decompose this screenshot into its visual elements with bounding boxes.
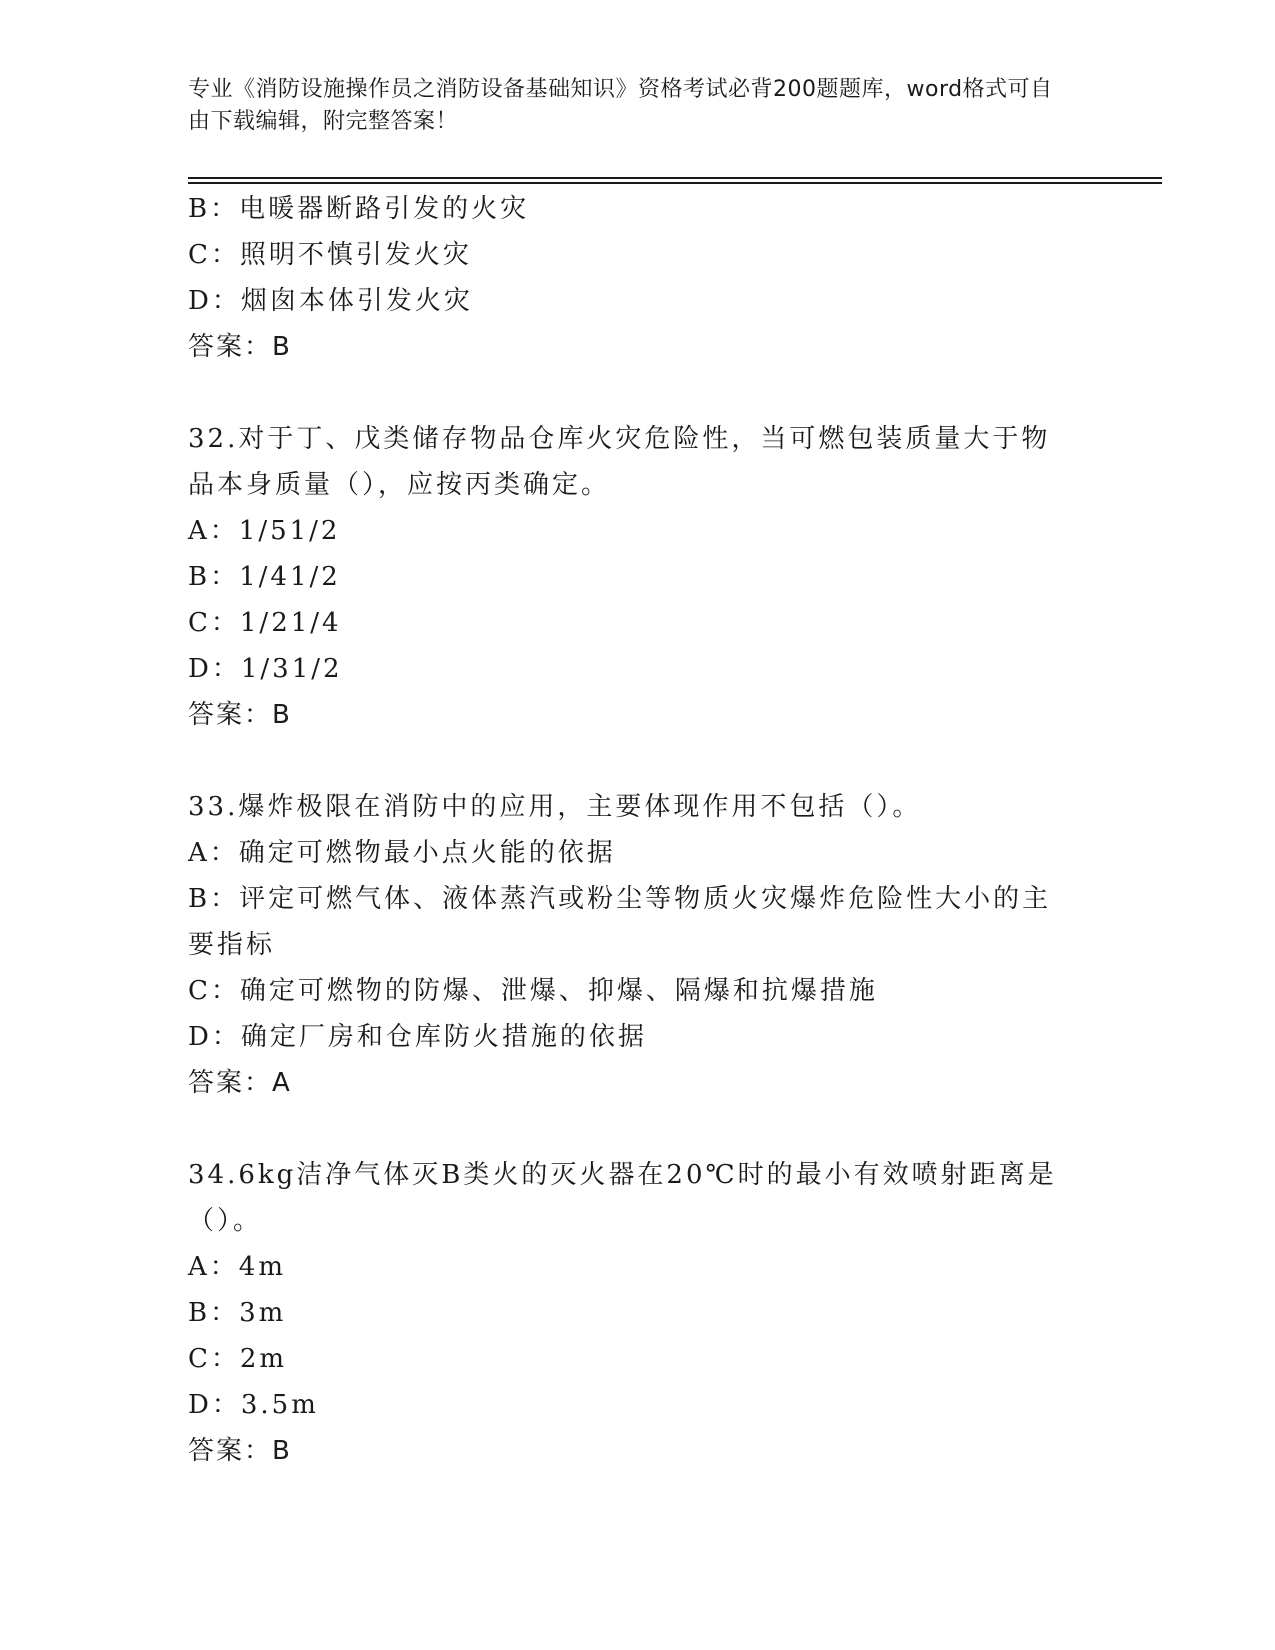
question-text: 34.6kg洁净气体灭B类火的灭火器在20℃时的最小有效喷射距离是（）。	[188, 1160, 1057, 1236]
spacer	[188, 370, 1078, 416]
option-line: A：确定可燃物最小点火能的依据	[188, 838, 616, 868]
question-content	[188, 186, 1078, 1474]
question-block-34	[188, 1152, 1078, 1474]
option-line: C：2m	[188, 1344, 288, 1374]
answer-line: 答案：B	[188, 700, 292, 730]
option-line: B：3m	[188, 1298, 287, 1328]
option-line: B：1/41/2	[188, 562, 341, 592]
header-divider-top	[188, 177, 1162, 179]
question-block-33	[188, 784, 1078, 1106]
option-line: D：确定厂房和仓库防火措施的依据	[188, 1022, 647, 1052]
header-divider-bottom	[188, 182, 1162, 184]
document-header	[188, 74, 1068, 138]
option-line: B：电暖器断路引发的火灾	[188, 194, 530, 224]
answer-line: 答案：B	[188, 332, 292, 362]
answer-line: 答案：B	[188, 1436, 292, 1466]
header-title: 专业《消防设施操作员之消防设备基础知识》资格考试必背200题题库，word格式可自由下载编辑，附完整答案！	[188, 77, 1053, 134]
option-line: C：照明不慎引发火灾	[188, 240, 472, 270]
question-fragment	[188, 186, 1078, 370]
option-line: A：4m	[188, 1252, 286, 1282]
question-block-32	[188, 416, 1078, 738]
option-line: D：3.5m	[188, 1390, 319, 1420]
question-text: 32.对于丁、戊类储存物品仓库火灾危险性，当可燃包装质量大于物品本身质量（），应按丙类确定。	[188, 424, 1051, 500]
spacer	[188, 1106, 1078, 1152]
spacer	[188, 738, 1078, 784]
answer-line: 答案：A	[188, 1068, 292, 1098]
option-line: C：1/21/4	[188, 608, 342, 638]
option-line: C：确定可燃物的防爆、泄爆、抑爆、隔爆和抗爆措施	[188, 976, 878, 1006]
option-line: D：烟囱本体引发火灾	[188, 286, 473, 316]
question-text: 33.爆炸极限在消防中的应用，主要体现作用不包括（）。	[188, 792, 922, 822]
option-line: D：1/31/2	[188, 654, 343, 684]
option-line: B：评定可燃气体、液体蒸汽或粉尘等物质火灾爆炸危险性大小的主要指标	[188, 884, 1052, 960]
option-line: A：1/51/2	[188, 516, 341, 546]
